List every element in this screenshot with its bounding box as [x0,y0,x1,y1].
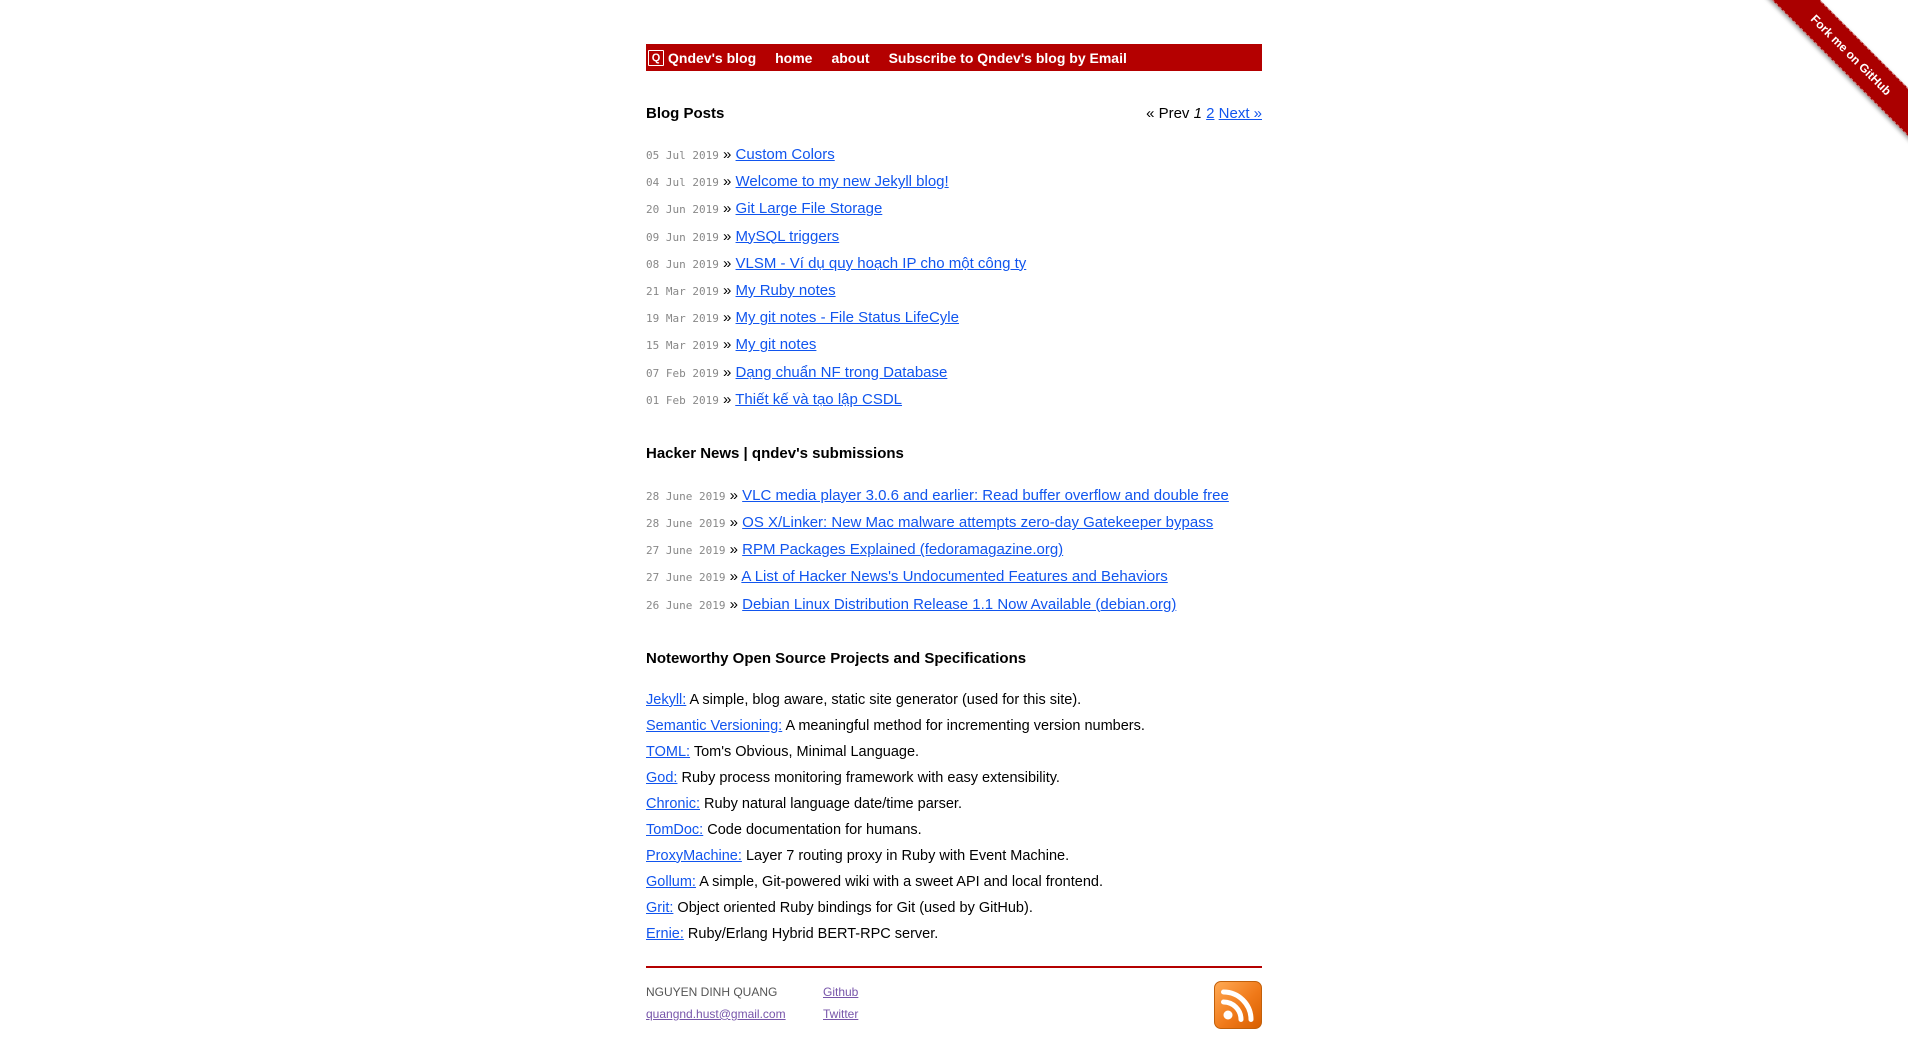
project-desc: Layer 7 routing proxy in Ruby with Event Machine. [745,847,1070,864]
fork-ribbon-label[interactable]: Fork me on GitHub [1765,0,1908,141]
project-link[interactable]: TomDoc: [646,821,704,838]
list-item: 26 June 2019 » Debian Linux Distribution Release 1.1 Now Available (debian.org) [646,595,1177,613]
list-item [646,687,1262,713]
list-item: 07 Feb 2019 » Dạng chuẩn NF trong Database [646,363,948,381]
list-item: 20 Jun 2019 » Git Large File Storage [646,200,883,218]
post-link[interactable]: Dạng chuẩn NF trong Database [735,363,948,381]
pager-current: 1 [1193,104,1202,122]
hn-link[interactable]: Debian Linux Distribution Release 1.1 Now Available (debian.org) [742,595,1177,613]
list-item: 28 June 2019 » VLC media player 3.0.6 and earlier: Read buffer overflow and double free [646,486,1229,504]
list-item [646,895,1262,921]
project-desc: A meaningful method for incrementing version numbers. [785,717,1145,734]
top-navbar [646,44,1262,71]
project-link[interactable]: TOML: [646,743,691,760]
post-link[interactable]: Custom Colors [735,146,835,163]
pagination [1146,105,1262,122]
post-date: 04 Jul 2019 [646,176,719,190]
post-date: 21 Mar 2019 [646,284,719,298]
post-link[interactable]: My git notes [735,336,817,354]
project-desc: Code documentation for humans. [707,821,922,838]
hn-link[interactable]: OS X/Linker: New Mac malware attempts zero-day Gatekeeper bypass [742,514,1214,532]
hn-date: 26 June 2019 [646,598,726,612]
post-date: 15 Mar 2019 [646,339,719,353]
hn-link[interactable]: A List of Hacker News's Undocumented Features and Behaviors [741,568,1168,586]
post-link[interactable]: My Ruby notes [735,281,836,299]
project-desc: Ruby natural language date/time parser. [704,795,962,812]
projects-list [646,687,1262,947]
hn-date: 28 June 2019 [646,517,726,531]
blog-posts-heading: Blog Posts [646,104,725,122]
pager-page-2[interactable]: 2 [1206,104,1215,122]
rss-feed-icon[interactable] [1214,981,1262,1029]
hn-link[interactable]: RPM Packages Explained (fedoramagazine.org) [742,541,1064,559]
project-desc: Ruby process monitoring framework with easy extensibility. [681,769,1060,786]
list-item: 27 June 2019 » A List of Hacker News's Undocumented Features and Behaviors [646,568,1168,586]
pager-next[interactable]: Next » [1218,104,1262,122]
nav-home-link[interactable]: home [775,49,813,66]
list-item: 04 Jul 2019 » Welcome to my new Jekyll blog! [646,173,949,191]
hn-heading: Hacker News | qndev's submissions [646,444,904,462]
hn-link[interactable]: VLC media player 3.0.6 and earlier: Read buffer overflow and double free [742,486,1229,504]
blog-post-list [646,141,1262,413]
post-link[interactable]: My git notes - File Status LifeCyle [735,309,959,327]
post-link[interactable]: Git Large File Storage [735,200,883,218]
list-item: 01 Feb 2019 » Thiết kế và tạo lập CSDL [646,390,903,408]
nav-brand-link[interactable]: Qndev's blog [668,49,757,66]
footer-github-link[interactable]: Github [823,984,859,999]
list-item [646,739,1262,765]
post-link[interactable]: MySQL triggers [735,227,840,245]
project-link[interactable]: Ernie: [646,925,684,942]
page-container [646,44,1262,1038]
project-desc: Tom's Obvious, Minimal Language. [693,743,920,760]
hn-section [646,444,1262,618]
project-link[interactable]: God: [646,769,678,786]
list-item: 27 June 2019 » RPM Packages Explained (fedoramagazine.org) [646,541,1064,559]
post-link[interactable]: Thiết kế và tạo lập CSDL [735,390,903,408]
blog-logo-icon: Q [648,50,664,66]
footer-social [823,981,858,1025]
project-link[interactable]: Chronic: [646,795,700,812]
rss-icon [1215,982,1261,1028]
project-desc: A simple, Git-powered wiki with a sweet API and local frontend. [699,873,1103,890]
post-date: 07 Feb 2019 [646,366,719,380]
list-item [646,817,1262,843]
list-item [646,765,1262,791]
post-link[interactable]: VLSM - Ví dụ quy hoạch IP cho một công ty [735,254,1027,272]
hn-date: 28 June 2019 [646,489,726,503]
hn-list [646,482,1262,618]
post-link[interactable]: Welcome to my new Jekyll blog! [735,173,949,191]
post-date: 08 Jun 2019 [646,257,719,271]
hn-date: 27 June 2019 [646,571,726,585]
project-link[interactable]: Jekyll: [646,691,687,708]
list-item: 05 Jul 2019 » Custom Colors [646,146,835,163]
list-item: 15 Mar 2019 » My git notes [646,336,817,354]
project-desc: Ruby/Erlang Hybrid BERT-RPC server. [687,925,939,942]
projects-heading: Noteworthy Open Source Projects and Specifications [646,649,1027,667]
list-item [646,843,1262,869]
list-item [646,713,1262,739]
post-date: 20 Jun 2019 [646,203,719,217]
hn-date: 27 June 2019 [646,544,726,558]
list-item: 28 June 2019 » OS X/Linker: New Mac malware attempts zero-day Gatekeeper bypass [646,514,1214,532]
projects-section [646,649,1262,947]
fork-ribbon[interactable] [1759,0,1908,149]
project-link[interactable]: Gollum: [646,873,696,890]
post-date: 09 Jun 2019 [646,230,719,244]
list-item [646,921,1262,947]
project-link[interactable]: Grit: [646,899,674,916]
post-date: 01 Feb 2019 [646,393,719,407]
list-item: 09 Jun 2019 » MySQL triggers [646,227,840,245]
list-item: 21 Mar 2019 » My Ruby notes [646,281,836,299]
post-date: 19 Mar 2019 [646,312,719,326]
footer [646,966,1262,1038]
list-item: 08 Jun 2019 » VLSM - Ví dụ quy hoạch IP cho một công ty [646,254,1027,272]
footer-name: NGUYEN DINH QUANG [646,984,778,999]
footer-email-link[interactable]: quangnd.hust@gmail.com [646,1006,786,1021]
post-date: 05 Jul 2019 [646,149,719,162]
nav-subscribe-link[interactable]: Subscribe to Qndev's blog by Email [888,49,1127,66]
list-item [646,869,1262,895]
list-item: 19 Mar 2019 » My git notes - File Status LifeCyle [646,309,959,327]
project-link[interactable]: ProxyMachine: [646,847,742,864]
footer-twitter-link[interactable]: Twitter [823,1006,859,1021]
nav-about-link[interactable]: about [831,49,870,66]
blog-posts-header [646,103,1262,123]
pager-prev: « Prev [1146,104,1190,122]
project-link[interactable]: Semantic Versioning: [646,717,783,734]
project-desc: A simple, blog aware, static site generator (used for this site). [689,691,1082,708]
list-item [646,791,1262,817]
project-desc: Object oriented Ruby bindings for Git (used by GitHub). [677,899,1033,916]
footer-contact [646,981,786,1025]
